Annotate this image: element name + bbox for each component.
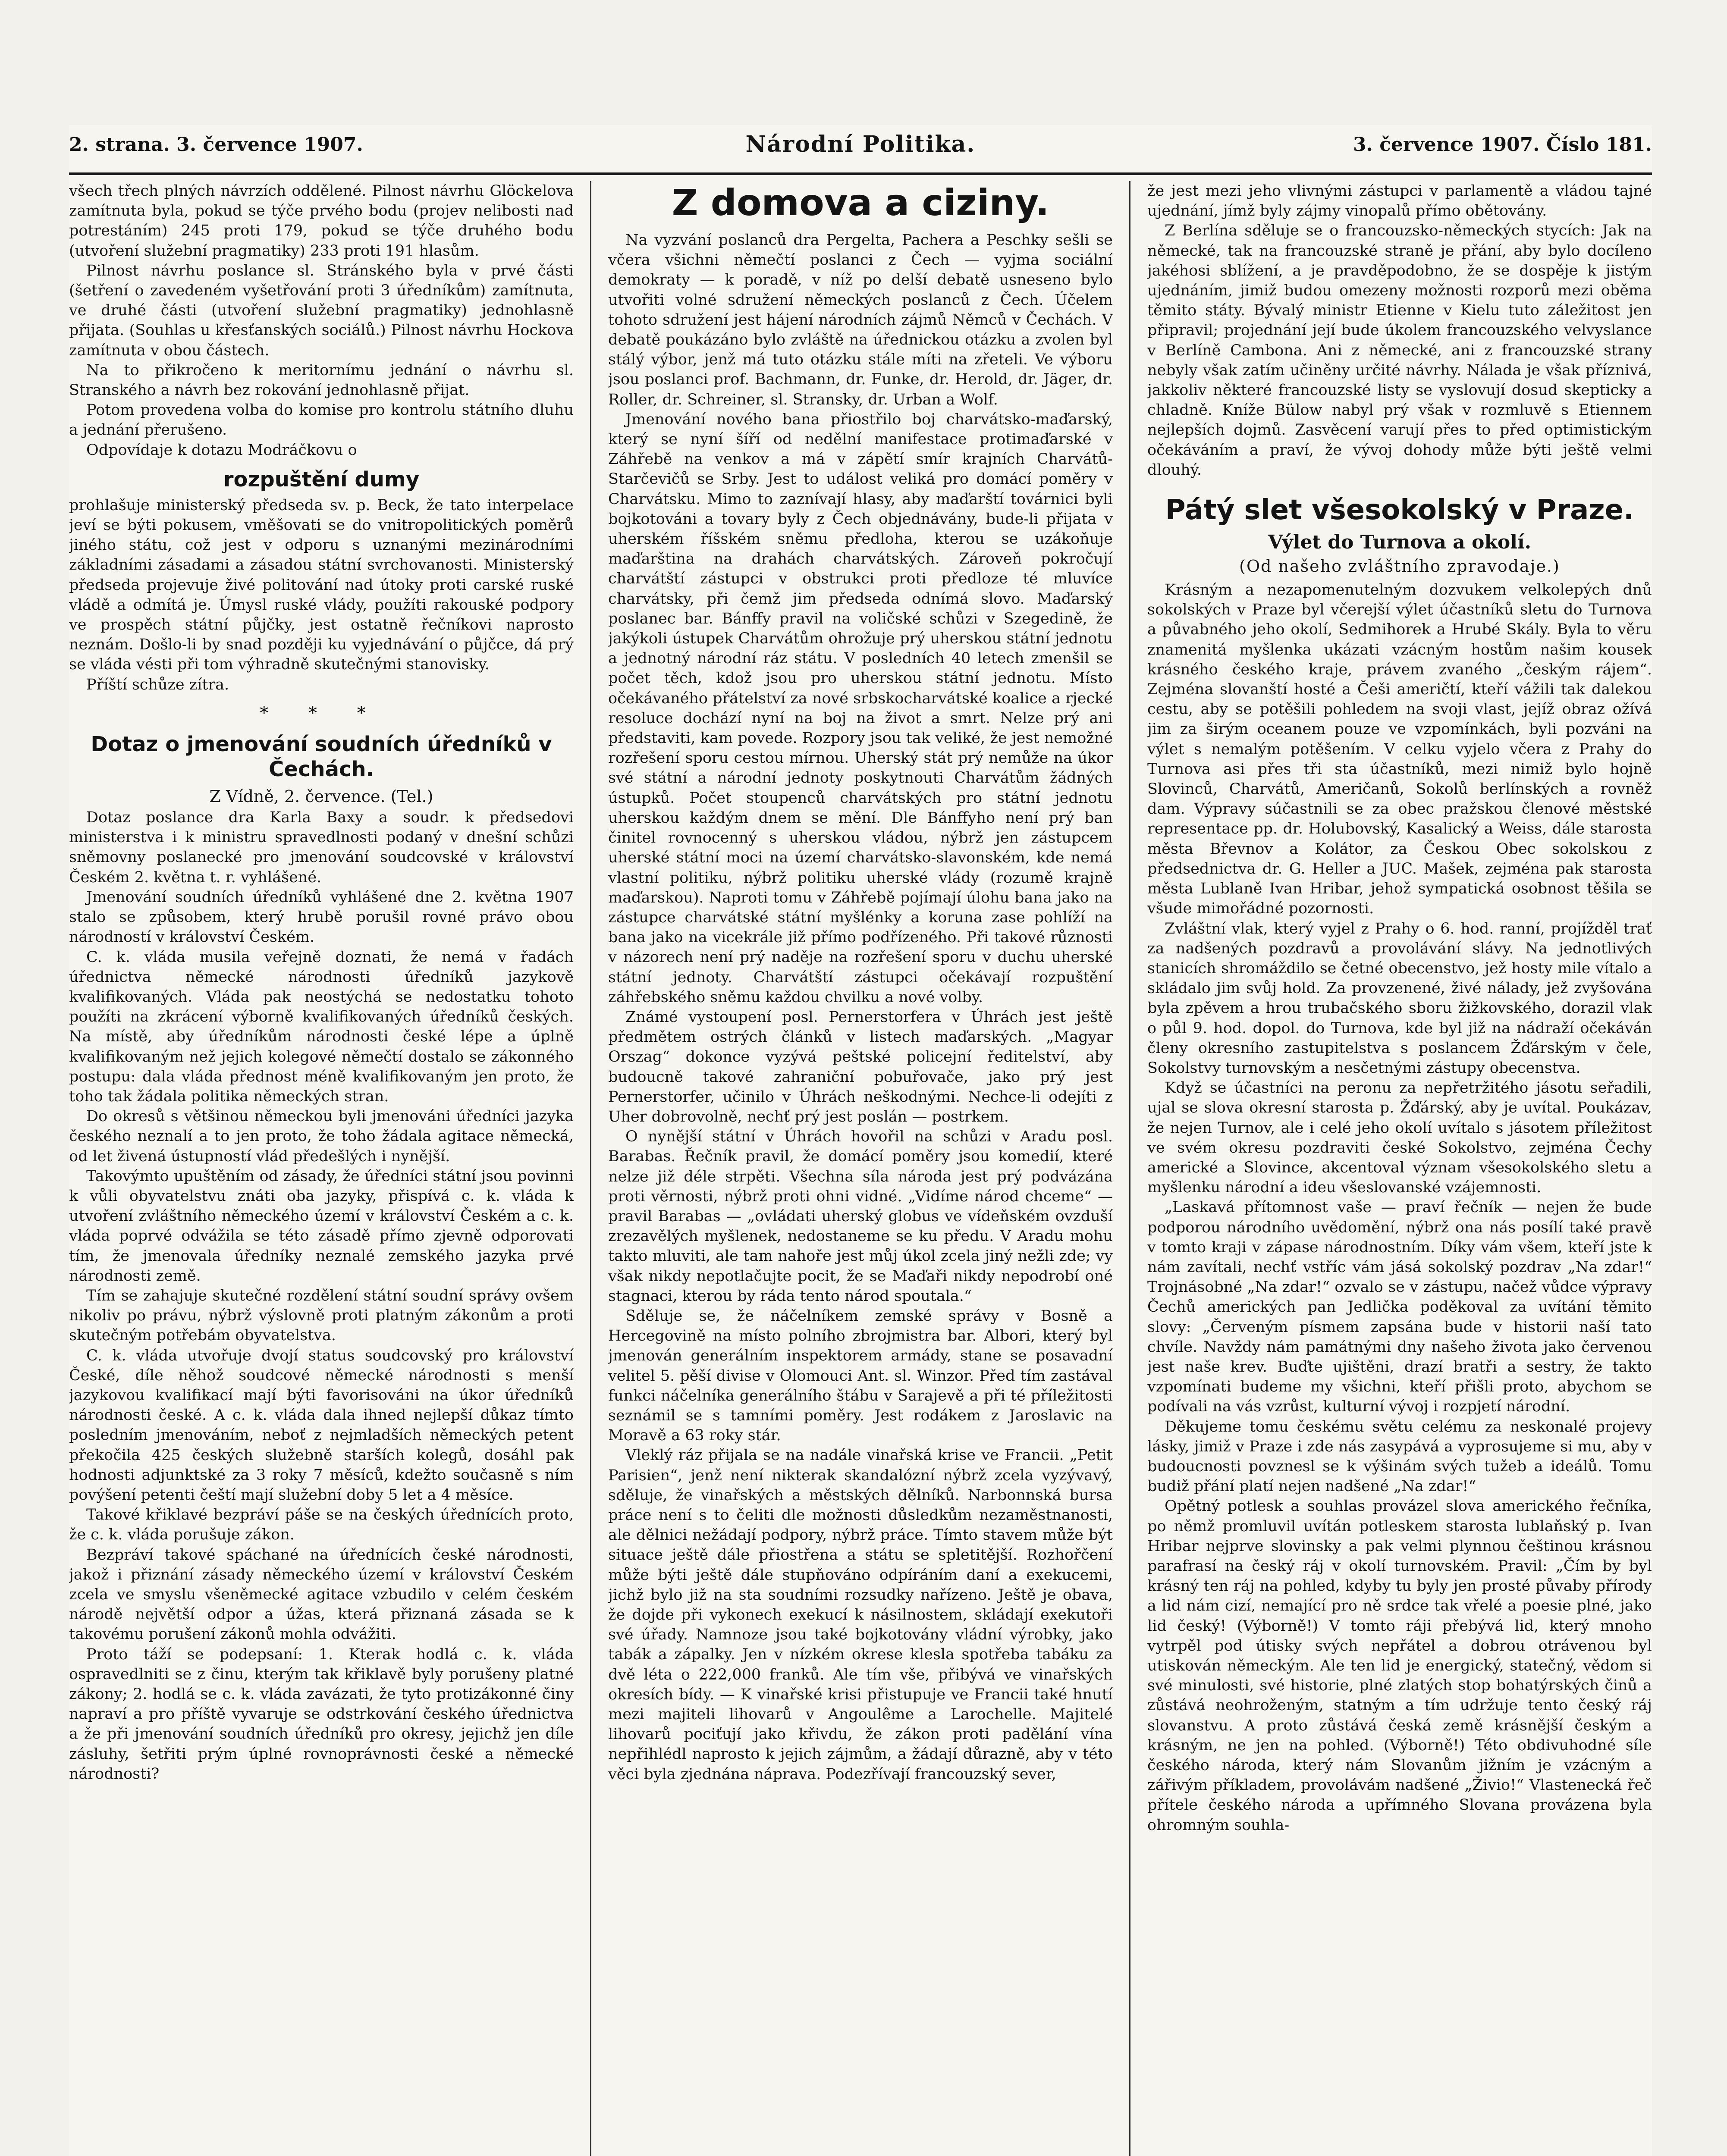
paragraph: Do okresů s většinou německou byli jmenováni úředníci jazyka českého neznalí a to jen proto, že toho žádala agitace německá, od let živená ústupností vlád předešlých i nynější.: [69, 1108, 574, 1165]
paragraph: Známé vystoupení posl. Pernerstorfera v Úhrách jest ještě předmětem ostrých článků v listech maďarských. „Magyar Orszag“ dokonce vyzývá peštské policejní ředitelství, aby budoucně takové zahraniční pobuřovače, jako prý jest Pernerstorfer, učinilo v Úhrách neškodnými. Nechce-li odejíti z Uher dobrovolně, nechť prý jest poslán — postrkem.: [608, 1008, 1113, 1125]
paragraph: Z Berlína sděluje se o francouzsko-německých stycích: Jak na německé, tak na francouzské straně je přání, aby bylo docíleno jakéhosi sblížení, a je pravděpodobno, že se dospěje k jistým ujednáním, jimiž budou omezeny možnosti rozporů mezi oběma těmito státy. Bývalý ministr Etienne v Kielu tuto záležitost jen připravil; projednání její bude úkolem francouzského velvyslance v Berlíně Cambona. Ani z německé, ani z francouzské strany nebyly však zatím učiněny určité návrhy. Nálada je však příznivá, jakkoliv některé francouzské listy se vyslovují dosud skepticky a chladně. Kníže Bülow nabyl prý však v rozmluvě s Etiennem nejlepších dojmů. Zasvěcení varují přes to před optimistickým očekáváním a praví, že vývoj dohody může býti ještě velmi dlouhý.: [1147, 222, 1652, 479]
article-subheading: Výlet do Turnova a okolí.: [1268, 531, 1532, 554]
column-rule: [1129, 181, 1130, 2156]
paragraph: Příští schůze zítra.: [86, 676, 229, 693]
column-1: [69, 181, 574, 2156]
paragraph: všech třech plných návrzích oddělené. Pilnost návrhu Glöckelova zamítnuta byla, pokud se týče prvého bodu (projev nelibosti nad potrestáním) 245 proti 179, pokud se týče druhého bodu (utvoření služební pragmatiky) 233 proti 191 hlasům.: [69, 182, 574, 260]
paragraph: Když se účastníci na peronu za nepřetržitého jásotu seřadili, ujal se slova okresní starosta p. Žďárský, aby je uvítal. Poukázav, že nejen Turnov, ale i celé jeho okolí uvítalo s jásotem příležitost ve svém okresu pozdraviti české Sokolstvo, zejména Čechy americké a Slovince, akcentoval význam všesokolského sletu a myšlenku národní a ideu všeslovanské vzájemnosti.: [1147, 1079, 1652, 1197]
paragraph: „Laskavá přítomnost vaše — praví řečník — nejen že bude podporou národního uvědomění, nýbrž ona nás posílí také pravě v tomto kraji v zápase národnostním. Díky vám všem, kteří jste k nám zavítali, nechť vstříc vám jásá sokolský pozdrav „Na zdar!“ Trojnásobné „Na zdar!“ ozvalo se v zástupu, načež vůdce výpravy Čechů amerických pan Jedlička poděkoval za uvítání těmito slovy: „Červeným písmem zapsána bude v historii naší tato chvíle. Navždy nám památnými dny našeho života jako červenou jest naše krev. Buďte ujištěni, drazí bratři a sestry, že takto vzpomínati budeme my všichni, kteří přišli proto, abychom se podívali na vás vzrůst, kulturní vývoj i rozpjetí národní.: [1147, 1199, 1652, 1416]
paragraph: Vleklý ráz přijala se na nadále vinařská krise ve Francii. „Petit Parisien“, jenž není nikterak skandalózní nýbrž zcela vyzývavý, sděluje, že vinařských a městských dělníků. Narbonnská bursa práce není s to čeliti dle možnosti důsledkům nezaměstnanosti, ale dělnici nežádají podpory, nýbrž práce. Tímto stavem může být situace ještě dále přiostřena a státu se spletitější. Rozhořčení může býti ještě dále stupňováno odpíráním daní a exekucemi, jichž bylo již na sta soudními rozsudky nařízeno. Ještě je obava, že dojde při vykonech exekucí k násilnostem, skládají exekutoři své úřady. Namnoze jsou také bojkotovány vládní výrobky, jako tabák a zápalky. Jen v nízkém okrese klesla spotřeba tabáku za dvě léta o 222,000 franků. Ale tím vše, přibývá ve vinařských okresích bídy. — K vinařské krisi přistupuje ve Francii také hnutí mezi majiteli lihovarů v Angoulême a Larochelle. Majitelé lihovarů pociťují jako křivdu, že zákon proti padělání vína nepřihlédl naprosto k jejich zájmům, a žádají důrazně, aby v této věci byla zjednána náprava. Podezřívají francouzský sever,: [608, 1447, 1113, 1783]
section-heading: Z domova a ciziny.: [672, 182, 1049, 224]
dateline: Z Vídně, 2. července. (Tel.): [209, 787, 433, 806]
paragraph: Proto táží se podepsaní: 1. Kterak hodlá c. k. vláda ospravedlniti se z činu, kterým tak křiklavě byly porušeny platné zákony; 2. hodlá se c. k. vláda zavázati, že tyto protizákonné činy napraví a pro příště vyvaruje se odstrkování českého úřednictva a že při jmenování soudních úředníků pro okresy, jejichž jen díle zásluhy, šetřiti prým úplné rovnoprávnosti české a německé národnosti?: [69, 1645, 574, 1783]
paragraph: Opětný potlesk a souhlas provázel slova amerického řečníka, po němž promluvil uvítán potleskem starosta lublaňský p. Ivan Hribar nejprve slovinsky a pak velmi plynnou češtinou krásnou parafrasí na český ráj v okolí turnovském. Pravil: „Čím by byl krásný ten ráj na pohled, kdyby tu byly jen prosté půvaby přírody a lid nám cizí, nemající pro ně srdce tak vřelé a poesie plné, jako lid český! (Výborně!) V tomto ráji přebývá lid, který mnoho vytrpěl pod útisky svých nepřátel a dobrou otrávenou byl utiskován německým. Ale ten lid je energický, statečný, vědom si své minulosti, své historie, plné zlatých stop bohatýrských činů a zůstává neohroženým, statným a tím udržuje tento český ráj slovanstvu. A proto zůstává česká země krásnější českým a krásným, ne jen na pohled. (Výborně!) Této obdivuhodné síle českého národa, který nám Slovanům jižním je vzácným a zářivým příkladem, provolávám nadšené „Živio!“ Vlastenecká řeč přítele českého národa a upřímného Slovana provázena byla ohromným souhla-: [1147, 1498, 1652, 1834]
paragraph: Takovýmto upuštěním od zásady, že úředníci státní jsou povinni k vůli obyvatelstvu znáti oba jazyky, přispívá c. k. vláda k utvoření zvláštního německého území v království Českém a c. k. vláda poprvé odvážila se této zásadě přímo zjevně odporovati tím, že jmenovala úředníky neznalé zemského jazyka prvé národnosti země.: [69, 1167, 574, 1285]
paragraph: Jmenování soudních úředníků vyhlášené dne 2. května 1907 stalo se způsobem, který hrubě porušil rovné právo obou národností v království Českém.: [69, 888, 574, 946]
paragraph: Pilnost návrhu poslance sl. Stránského byla v prvé části (šetření o zavedeném vyšetřování proti 3 úředníkům) zamítnuta, ve druhé části (utvoření služební pragmatiky) jednohlasně přijata. (Souhlas u křesťanských sociálů.) Pilnost návrhu Hockova zamítnuta v obou částech.: [69, 262, 574, 359]
paragraph: Bezpráví takové spáchané na úřednících české národnosti, jakož i přiznání zásady německého území v království Českém zcela ve smyslu všeněmecké agitace vzbudilo v celém českém národě největší odpor a úžas, která přiznaná zásada se k takovému porušení zákonů mohla odvážiti.: [69, 1546, 574, 1643]
paragraph: Zvláštní vlak, který vyjel z Prahy o 6. hod. ranní, projížděl trať za nadšených pozdravů a provolávání slávy. Na jednotlivých stanicích shromáždilo se četné obecenstvo, jež hosty mile vítalo a skládalo jim svůj hold. Za provzenené, živé nálady, jež zvyšována byla zpěvem a hrou trubačského sboru žižkovského, dorazil vlak o půl 9. hod. dopol. do Turnova, kde byl již na nádraží očekáván členy okresního zastupitelstva s poslancem Žďárským v čele, Sokolstvy turnovským a nesčetnými zástupy obecenstva.: [1147, 920, 1652, 1077]
paragraph: O nynější státní v Úhrách hovořil na schůzi v Aradu posl. Barabas. Řečník pravil, že domácí poměry jsou komedií, které nelze již déle strpěti. Všechna síla národa jest prý podvázána proti věrnosti, nýbrž proti ohni vidné. „Vidíme národ chceme“ — pravil Barabas — „ovládati uherský globus ve vídeňském ovzduší zrezavělých myšlenek, nedostaneme se ku předu. V Aradu mohu takto mluviti, ale tam nahoře jest můj úkol zcela jiný nežli zde; vy však nikdy nepotlačujte pocit, že se Maďaři nikdy nepodrobí oné stagnaci, kterou by ráda tento národ spoutala.“: [608, 1128, 1113, 1305]
column-3: [1147, 181, 1652, 2156]
paragraph: Sděluje se, že náčelníkem zemské správy v Bosně a Hercegovině na místo polního zbrojmistra bar. Albori, který byl jmenován generálním inspektorem armády, stane se posavadní velitel 5. pěší divise v Olomouci Ant. sl. Winzor. Před tím zastával funkci náčelníka generálního štábu v Sarajevě a při té příležitosti seznámil se s tamními poměry. Jest rodákem z Jaroslavic na Moravě a 63 roky stár.: [608, 1307, 1113, 1445]
paragraph: C. k. vláda utvořuje dvojí status soudcovský pro království České, díle něhož soudcové německé národnosti s menší jazykovou kvalifikací mají býti favorisováni na úkor úředníků národnosti české. A c. k. vláda dala ihned nejlepší důkaz tímto posledním jmenováním, neboť z nejmladších německých petent překočila 425 českých služebně starších kolegů, dosáhl pak hodnosti adjunktské za 3 roky 7 měsíců, kdežto současně s ním povýšení petenti čeští mají služební doby 5 let a 4 měsíce.: [69, 1347, 574, 1504]
paragraph: Na vyzvání poslanců dra Pergelta, Pachera a Peschky sešli se včera všichni němečtí poslanci z Čech — vyjma sociální demokraty — k poradě, v níž po delší debatě usneseno bylo utvořiti volné sdružení německých poslanců z Čech. Účelem tohoto sdružení jest hájení národních zájmů Němců v Čechách. V debatě poukázáno bylo zvláště na úřednickou otázku a zvolen byl stálý výbor, jenž má tuto otázku stále míti na zřeteli. Ve výboru jsou poslanci prof. Bachmann, dr. Funke, dr. Herold, dr. Jäger, dr. Roller, dr. Schreiner, sl. Stransky, dr. Urban a Wolf.: [608, 232, 1113, 408]
paragraph: Na to přikročeno k meritornímu jednání o návrhu sl. Stranského a návrh bez rokování jednohlasně přijat.: [69, 361, 574, 399]
header-date-left: 2. strana. 3. července 1907.: [69, 134, 363, 156]
paragraph: Krásným a nezapomenutelným dozvukem velkolepých dnů sokolských v Praze byl včerejší výlet účastníků sletu do Turnova a půvabného jeho okolí, Sedmihorek a Hrubé Skály. Byla to věru znamenitá myšlenka ukázati vzácným hostům našim kousek krásného českého kraje, právem zvaného „českým rájem“. Zejména slovanští hosté a Češi američtí, kteří vážili tak dalekou cestu, aby se potěšili pohledem na svoji vlast, jejíž obraz ožívá jim za širým oceanem pouze ve vzpomínkách, byli pozváni na výlet s nemalým potěšením. V celku vyjelo včera z Prahy do Turnova asi přes tři sta účastníků, mezi nimiž bylo hojně Slovinců, Charvátů, Američanů, Sokolů berlínských a rovněž dam. Výpravy súčastnili se za obec pražskou členové městské representace pp. dr. Holubovský, Kasalický a Weiss, dále starosta města Břevnov a Kolátor, za Českou Obec sokolskou z předsednictva dr. G. Heller a JUC. Mašek, zejména pak starosta města Lublaně Ivan Hribar, jehož sympatická osobnost těšila se všude mimořádné pozornosti.: [1147, 581, 1652, 918]
section-heading: rozpuštění dumy: [223, 467, 420, 492]
column-2: [608, 181, 1113, 2156]
paragraph: Jmenování nového bana přiostřilo boj charvátsko-maďarský, který se nyní šíří od nedělní manifestace protimaďarské v Záhřebě na venkov a má v zápětí smír krajních Charvátů-Starčevičů se Srby. Jest to událost veliká pro domácí poměry v Charvátsku. Mimo to zaznívají hlasy, aby maďarští továrnici byli bojkotováni a tovary byly z Čech objednávány, bude-li přijata v uherském říšském sněmu předloha, kterou se uzákoňuje maďarština na drahách charvátských. Zároveň pokročují charvátští zástupci v obstrukci proti předloze té mluvíce charvátsky, při čemž jim předseda odnímá slovo. Maďarský poslanec bar. Bánffy pravil na voličské schůzi v Szegedině, že jakýkoli ústupek Charvátům ohrožuje prý uherskou státní jednotu a jednotný národní ráz státu. V posledních 40 letech zmenšil se počet těch, kdož jsou pro uherskou státní jednotu. Místo očekávaného přátelství za nové srbskocharvátské koalice a rjecké resoluce dochází nyní na boj na život a smrt. Nelze prý ani představiti, kam povede. Rozpory jsou tak veliké, že jest nemožné rozřešení sporu cestou mírnou. Uherský stát prý nemůže na úkor své státní a národní jednoty poskytnouti Charvátům žádných ústupků. Počet stoupenců charvátských pro státní jednotu uherskou každým dnem se mění. Dle Bánffyho není prý ban činitel rovnocenný s uherskou vládou, nýbrž jen zástupcem uherské státní moci na území charvátsko-slavonském, kde nemá vlastní politiku, nýbrž politiku uherské vlády (rozumě krajně maďarskou). Naproti tomu v Záhřebě pojímají úlohu bana jako na zástupce charvátské státní myšlénky a koruna zase pohlíží na bana jako na vicekrále již přímo podřízeného. Při takové různosti v názorech není prý naděje na rozřešení sporu v duchu uherské státní jednoty. Charvátští zástupci očekávají rozpuštění záhřebského sněmu každou chvilku a nové volby.: [608, 411, 1113, 1006]
article-heading: Dotaz o jmenování soudních úředníků v Čechách.: [91, 732, 552, 782]
section-divider: * * *: [260, 703, 383, 723]
column-rule: [590, 181, 591, 2156]
masthead: Národní Politika.: [745, 131, 976, 157]
article-heading: Pátý slet všesokolský v Praze.: [1165, 494, 1634, 526]
paragraph: že jest mezi jeho vlivnými zástupci v parlamentě a vládou tajné ujednání, jímž byly zájmy vinopalů přímo obětovány.: [1147, 182, 1652, 220]
paragraph: prohlašuje ministerský předseda sv. p. Beck, že tato interpelace jeví se býti pokusem, vměšovati se do vnitropolitických poměrů jiného státu, což jest v odporu s uznanými mezinárodními základními zásadami a zásadou státní svrchovanosti. Ministerský předseda projevuje živé politování nad útoky proti carské ruské vládě a odmítá je. Úmysl ruské vlády, použíti rakouské podpory ve prospěch státní půjčky, jest ostatně řečníkovi naprosto neznám. Došlo-li by snad později ku vyjednávání o půjčce, dá prý se vláda vésti při tom výhradně skutečnými stanovisky.: [69, 496, 574, 674]
paragraph: Potom provedena volba do komise pro kontrolu státního dluhu a jednání přerušeno.: [69, 401, 574, 439]
paragraph: Tím se zahajuje skutečné rozdělení státní soudní správy ovšem nikoliv po právu, nýbrž výslovně proti platným zákonům a proti skutečným potřebám obyvatelstva.: [69, 1287, 574, 1344]
newspaper-page: [69, 125, 1652, 2156]
paragraph: Takové křiklavé bezpráví páše se na českých úřednících proto, že c. k. vláda porušuje zákon.: [69, 1506, 574, 1544]
byline: (Od našeho zvláštního zpravodaje.): [1239, 557, 1560, 576]
paragraph: C. k. vláda musila veřejně doznati, že nemá v řadách úřednictva německé národnosti úředníků jazykově kvalifikovaných. Vláda pak neostýchá se nedostatku tohoto použíti na zkrácení výborně kvalifikovaných úředníků českých. Na místě, aby úředníkům národnosti české lépe a úplně kvalifikovaným než jejich kolegové němečtí dostalo se zákonného postupu: dala vláda přednost méně kvalifikovaným jen proto, že toho tak žádala politika německých stran.: [69, 948, 574, 1105]
paragraph: Děkujeme tomu českému světu celému za neskonalé projevy lásky, jimiž v Praze i zde nás zasypává a vyprosujeme si mu, aby v budoucnosti povznesl se k výšinám svých tužeb a ideálů. Tomu budiž přání platí nejen nadšené „Na zdar!“: [1147, 1418, 1652, 1495]
paragraph: Odpovídaje k dotazu Modráčkovu o: [86, 441, 357, 459]
paragraph: Dotaz poslance dra Karla Baxy a soudr. k předsedovi ministerstva i k ministru spravedlnosti podaný v dnešní schůzi sněmovny poslanecké pro jmenování soudcovské v království Českém 2. května t. r. vyhlášené.: [69, 809, 574, 886]
header-issue: 3. července 1907. Číslo 181.: [1353, 134, 1652, 156]
page-header: [69, 125, 1652, 175]
